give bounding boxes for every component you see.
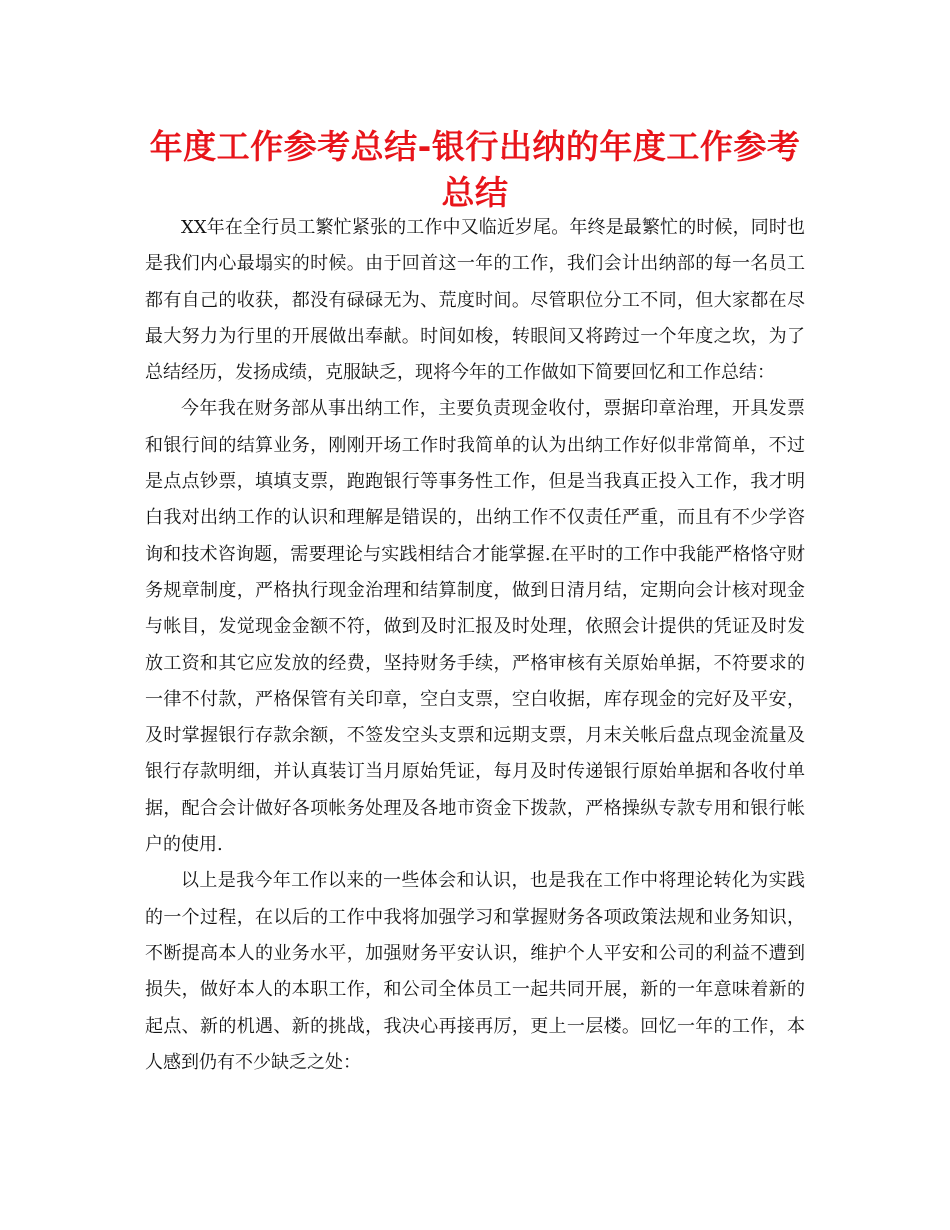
document-title: 年度工作参考总结-银行出纳的年度工作参考总结 xyxy=(149,127,801,212)
document-body xyxy=(145,210,805,1081)
paragraph-reflection: 以上是我今年工作以来的一些体会和认识，也是我在工作中将理论转化为实践的一个过程，在以后的工作中我将加强学习和掌握财务各项政策法规和业务知识，不断提高本人的业务水平，加强财务平安认识，维护个人平安和公司的利益不遭到损失，做好本人的本职工作，和公司全体员工一起共同开展，新的一年意味着新的起点、新的机遇、新的挑战，我决心再接再厉，更上一层楼。回忆一年的工作，本人感到仍有不少缺乏之处： xyxy=(145,870,805,1073)
paragraph-duties: 今年我在财务部从事出纳工作，主要负责现金收付，票据印章治理，开具发票和银行间的结算业务，刚刚开场工作时我简单的认为出纳工作好似非常简单，不过是点点钞票，填填支票，跑跑银行等事务性工作，但是当我真正投入工作，我才明白我对出纳工作的认识和理解是错误的，出纳工作不仅责任严重，而且有不少学咨询和技术咨询题，需要理论与实践相结合才能掌握.在平时的工作中我能严格恪守财务规章制度，严格执行现金治理和结算制度，做到日清月结，定期向会计核对现金与帐目，发觉现金金额不符，做到及时汇报及时处理，依照会计提供的凭证及时发放工资和其它应发放的经费，坚持财务手续，严格审核有关原始单据，不符要求的一律不付款，严格保管有关印章，空白支票，空白收据，库存现金的完好及平安，及时掌握银行存款余额，不签发空头支票和远期支票，月末关帐后盘点现金流量及银行存款明细，并认真装订当月原始凭证，每月及时传递银行原始单据和各收付单据，配合会计做好各项帐务处理及各地市资金下拨款，严格操纵专款专用和银行帐户的使用. xyxy=(145,398,805,856)
paragraph-intro: XX年在全行员工繁忙紧张的工作中又临近岁尾。年终是最繁忙的时候，同时也是我们内心最塌实的时候。由于回首这一年的工作，我们会计出纳部的每一名员工都有自己的收获，都没有碌碌无为、荒度时间。尽管职位分工不同，但大家都在尽最大努力为行里的开展做出奉献。时间如梭，转眼间又将跨过一个年度之坎，为了总结经历，发扬成绩，克服缺乏，现将今年的工作做如下简要回忆和工作总结： xyxy=(145,217,805,384)
